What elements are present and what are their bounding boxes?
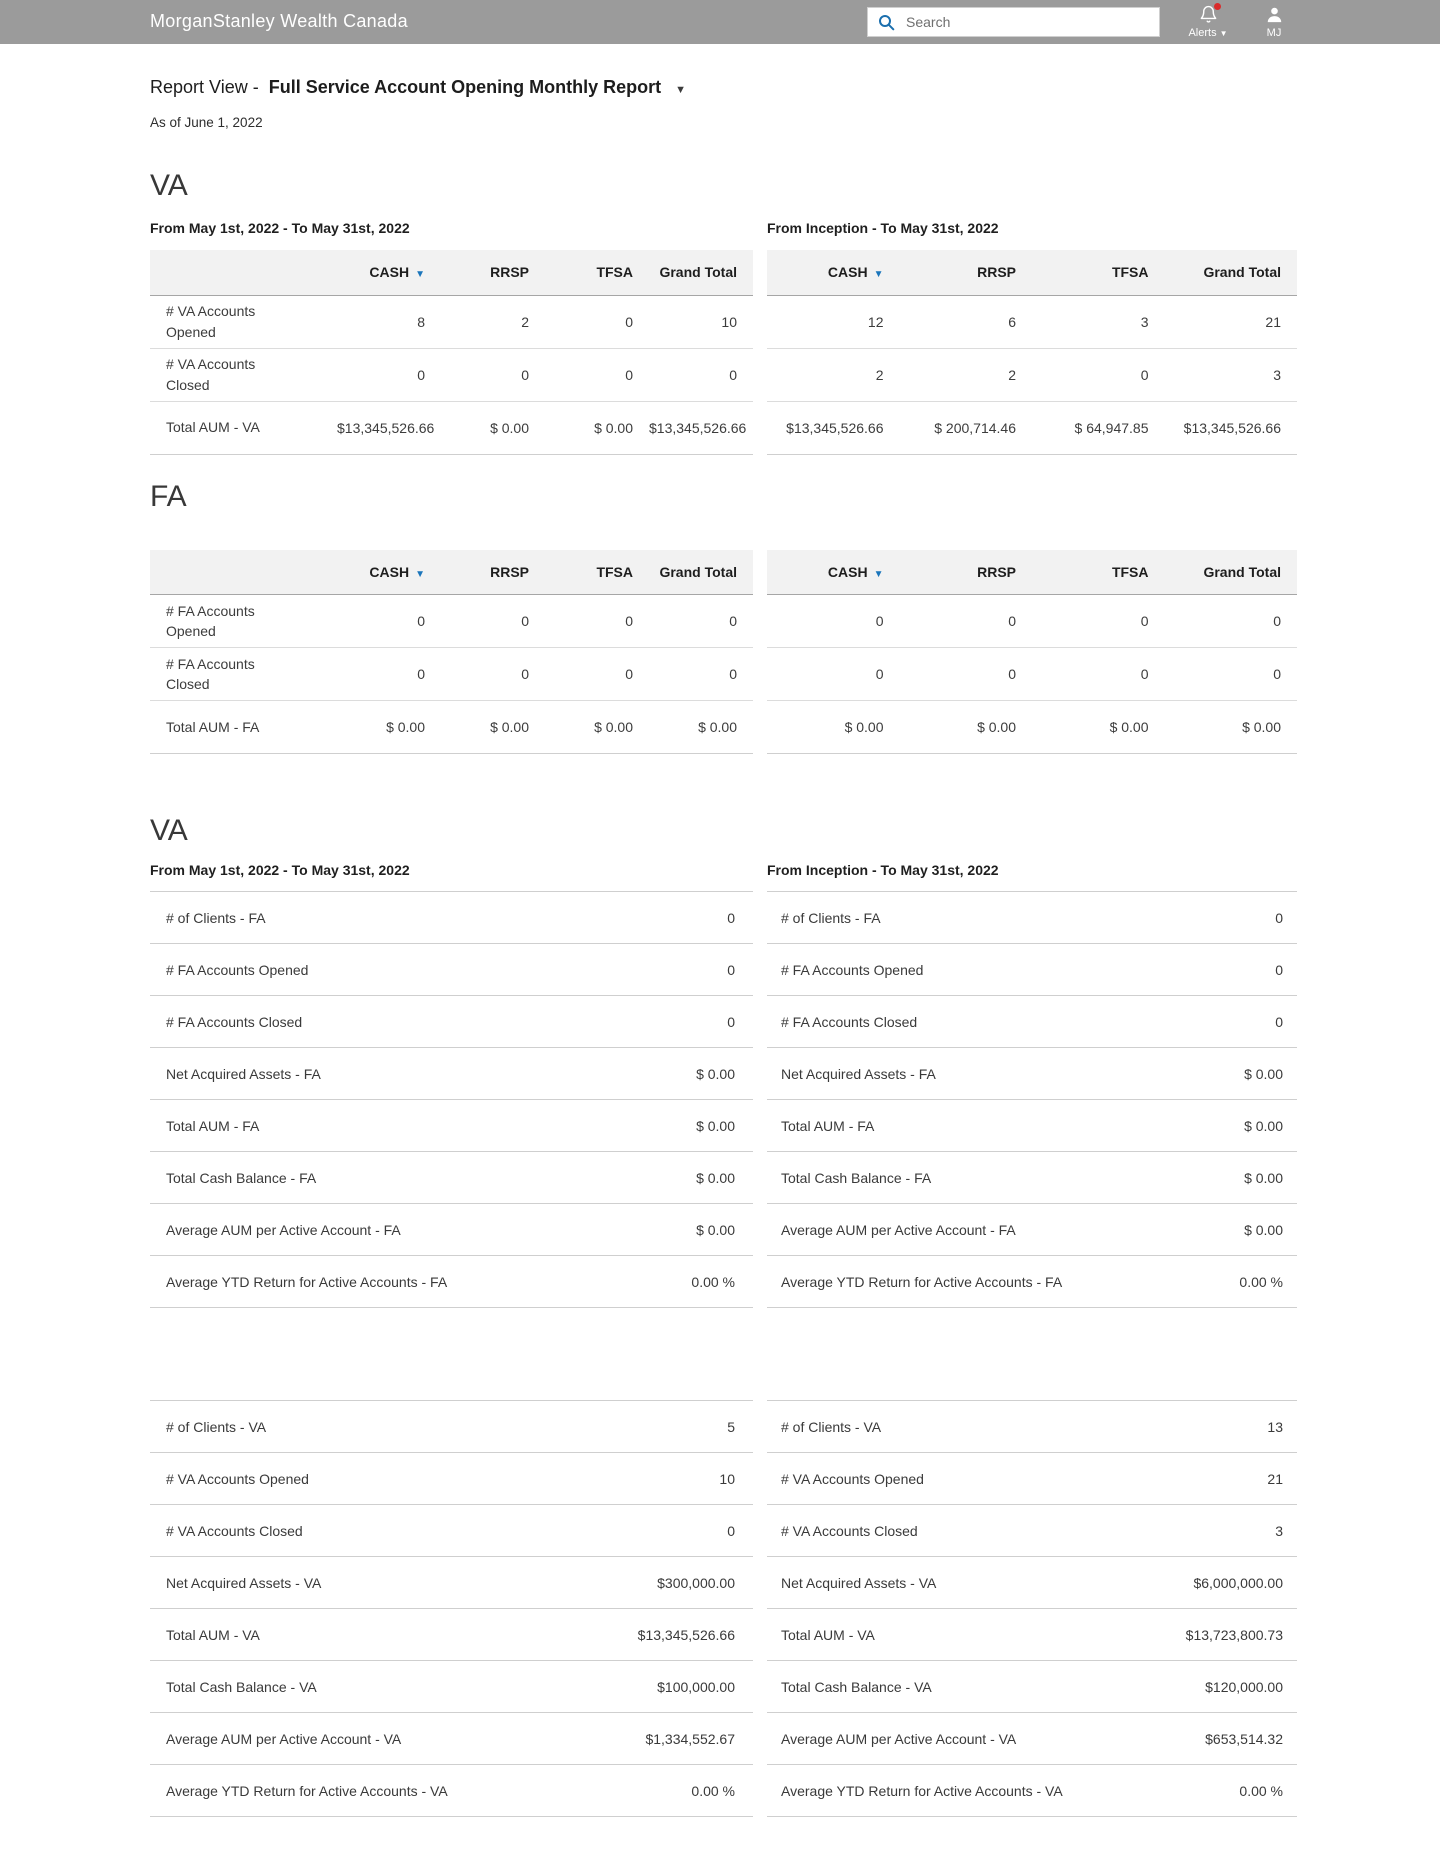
metric-value: $1,334,552.67 (645, 1730, 735, 1747)
list-item (150, 1505, 753, 1557)
cell-value: 3 (1165, 348, 1298, 401)
list-item (150, 1609, 753, 1661)
column-header-grand-total[interactable]: Grand Total (649, 550, 753, 595)
metric-label: # VA Accounts Opened (781, 1470, 924, 1487)
cell-value: 10 (649, 295, 753, 348)
metric-label: Average YTD Return for Active Accounts - VA (166, 1782, 448, 1799)
table-row (767, 348, 1297, 401)
list-item (150, 1557, 753, 1609)
list-item (150, 1048, 753, 1100)
column-header-grand-total[interactable]: Grand Total (649, 250, 753, 295)
brand-logo[interactable]: MorganStanley Wealth Canada (150, 11, 408, 31)
report-selector-caret[interactable]: ▼ (675, 84, 687, 96)
global-search (867, 7, 1160, 37)
row-label: Total AUM - VA (166, 419, 260, 436)
column-header-blank (150, 250, 337, 295)
metric-value: 3 (1275, 1522, 1283, 1539)
cell-value: 0 (767, 648, 900, 701)
metric-label: # FA Accounts Opened (781, 961, 924, 978)
table-row (767, 701, 1297, 754)
list-item (150, 1713, 753, 1765)
metric-label: Total Cash Balance - VA (166, 1678, 317, 1695)
cell-value: $ 64,947.85 (1032, 401, 1165, 454)
cell-value: 0 (900, 648, 1033, 701)
table-row (767, 595, 1297, 648)
list-item (767, 1048, 1297, 1100)
list-item (767, 1453, 1297, 1505)
metric-value: $100,000.00 (657, 1678, 735, 1695)
cell-value: 0 (649, 348, 753, 401)
row-label: # VA Accounts Closed (166, 356, 256, 393)
metric-label: # VA Accounts Closed (781, 1522, 918, 1539)
table-row (150, 348, 753, 401)
metric-label: # of Clients - FA (166, 909, 266, 926)
cell-value: $ 0.00 (1165, 701, 1298, 754)
list-item (150, 1401, 753, 1453)
table-row (150, 401, 753, 454)
metric-value: 13 (1267, 1418, 1283, 1435)
metric-label: Net Acquired Assets - FA (781, 1065, 936, 1082)
metric-label: Total Cash Balance - FA (781, 1169, 932, 1186)
column-header-cash[interactable]: CASH ▼ (337, 550, 441, 595)
row-label: # FA Accounts Opened (166, 602, 255, 639)
metric-value: $ 0.00 (1244, 1221, 1283, 1238)
report-name: Full Service Account Opening Monthly Report (268, 77, 662, 97)
metric-value: 10 (719, 1470, 735, 1487)
list-item (767, 1557, 1297, 1609)
metric-value: $ 0.00 (696, 1117, 735, 1134)
column-header-rrsp[interactable]: RRSP (441, 250, 545, 295)
cell-value: 21 (1165, 295, 1298, 348)
cell-value: $ 0.00 (337, 701, 441, 754)
chevron-down-icon: ▼ (1219, 29, 1228, 38)
cell-value: 2 (441, 295, 545, 348)
table-row (150, 295, 753, 348)
cell-value: 0 (900, 595, 1033, 648)
page-title (150, 44, 1297, 98)
list-item (150, 1100, 753, 1152)
cell-value: $13,345,526.66 (337, 401, 441, 454)
cell-value: 2 (900, 348, 1033, 401)
cell-value: 0 (337, 348, 441, 401)
list-item (767, 1401, 1297, 1453)
list-item (767, 1661, 1297, 1713)
va-summary-table-inception (767, 250, 1297, 455)
cell-value: 0 (649, 595, 753, 648)
cell-value: 0 (1032, 595, 1165, 648)
metric-label: Average AUM per Active Account - VA (781, 1730, 1017, 1747)
metric-value: $653,514.32 (1205, 1730, 1283, 1747)
metric-value: 0.00 % (691, 1782, 735, 1799)
metric-value: 0.00 % (1239, 1273, 1283, 1290)
cell-value: 0 (545, 295, 649, 348)
fa-metrics-list-inception (767, 891, 1297, 1308)
row-label: # FA Accounts Closed (166, 655, 255, 692)
cell-value: 0 (1165, 648, 1298, 701)
period-label-month: From May 1st, 2022 - To May 31st, 2022 (150, 862, 410, 878)
fa-metrics-list-month (150, 891, 753, 1308)
list-item (767, 1765, 1297, 1817)
list-item (767, 1713, 1297, 1765)
metric-label: # FA Accounts Closed (166, 1013, 303, 1030)
table-row (767, 648, 1297, 701)
va-summary-table-month (150, 250, 753, 455)
list-item (767, 1256, 1297, 1308)
cell-value: 0 (545, 348, 649, 401)
metric-label: Average YTD Return for Active Accounts - VA (781, 1782, 1063, 1799)
list-item (767, 1505, 1297, 1557)
metric-value: $ 0.00 (696, 1169, 735, 1186)
cell-value: 0 (441, 648, 545, 701)
list-item (150, 1152, 753, 1204)
table-row (767, 401, 1297, 454)
list-item (150, 1453, 753, 1505)
metric-label: Average AUM per Active Account - FA (166, 1221, 401, 1238)
metric-value: $6,000,000.00 (1193, 1574, 1283, 1591)
metric-label: Net Acquired Assets - VA (781, 1574, 937, 1591)
list-item (767, 892, 1297, 944)
cell-value: 0 (545, 595, 649, 648)
metric-label: Total Cash Balance - VA (781, 1678, 932, 1695)
cell-value: 0 (337, 648, 441, 701)
column-header-rrsp[interactable]: RRSP (900, 250, 1033, 295)
cell-value: $ 0.00 (441, 401, 545, 454)
metric-label: # FA Accounts Opened (166, 961, 309, 978)
section-title-va-detail: VA (150, 814, 188, 847)
metric-value: 0 (727, 909, 735, 926)
column-header-rrsp[interactable]: RRSP (900, 550, 1033, 595)
top-navigation-bar (0, 0, 1440, 44)
section-title-fa: FA (150, 479, 187, 513)
cell-value: $13,345,526.66 (649, 401, 753, 454)
cell-value: 0 (1032, 348, 1165, 401)
search-input[interactable] (904, 13, 1149, 31)
metric-value: $120,000.00 (1205, 1678, 1283, 1695)
metric-label: # FA Accounts Closed (781, 1013, 918, 1030)
alerts-label: Alerts (1188, 27, 1217, 39)
metric-value: $13,723,800.73 (1185, 1626, 1283, 1643)
column-header-cash[interactable]: CASH ▼ (767, 550, 900, 595)
list-item (767, 1152, 1297, 1204)
metric-value: 21 (1267, 1470, 1283, 1487)
list-item (150, 1256, 753, 1308)
sort-desc-icon: ▼ (415, 568, 425, 580)
fa-summary-table-inception (767, 550, 1297, 755)
cell-value: 0 (545, 648, 649, 701)
column-header-tfsa[interactable]: TFSA (1032, 550, 1165, 595)
fa-summary-table-month (150, 550, 753, 755)
metric-value: 0 (727, 961, 735, 978)
period-label-month: From May 1st, 2022 - To May 31st, 2022 (150, 220, 410, 236)
list-item (767, 996, 1297, 1048)
column-header-tfsa[interactable]: TFSA (545, 550, 649, 595)
metric-value: $ 0.00 (1244, 1117, 1283, 1134)
cell-value: 2 (767, 348, 900, 401)
row-label: # VA Accounts Opened (166, 303, 256, 340)
metric-label: Net Acquired Assets - FA (166, 1065, 321, 1082)
table-row (767, 295, 1297, 348)
column-header-grand-total[interactable]: Grand Total (1165, 550, 1298, 595)
cell-value: 0 (441, 595, 545, 648)
metric-value: 0 (1275, 961, 1283, 978)
cell-value: 0 (1032, 648, 1165, 701)
metric-value: 0 (1275, 1013, 1283, 1030)
metric-value: 0.00 % (691, 1273, 735, 1290)
cell-value: 0 (1165, 595, 1298, 648)
metric-value: 0 (727, 1522, 735, 1539)
list-item (767, 1100, 1297, 1152)
metric-value: $ 0.00 (1244, 1169, 1283, 1186)
metric-label: # of Clients - FA (781, 909, 881, 926)
metric-label: Average YTD Return for Active Accounts - FA (781, 1273, 1063, 1290)
cell-value: 3 (1032, 295, 1165, 348)
user-icon (1265, 5, 1284, 25)
metric-label: Average AUM per Active Account - FA (781, 1221, 1016, 1238)
metric-value: $300,000.00 (657, 1574, 735, 1591)
sort-desc-icon: ▼ (873, 568, 884, 580)
cell-value: 0 (337, 595, 441, 648)
metric-label: Total AUM - FA (166, 1117, 260, 1134)
metric-value: 0 (727, 1013, 735, 1030)
cell-value: 0 (441, 348, 545, 401)
cell-value: $ 0.00 (1032, 701, 1165, 754)
metric-value: 0 (1275, 909, 1283, 926)
list-item (767, 944, 1297, 996)
va-metrics-list-inception (767, 1400, 1297, 1817)
sort-desc-icon: ▼ (415, 269, 425, 281)
list-item (767, 1609, 1297, 1661)
metric-value: $ 0.00 (1244, 1065, 1283, 1082)
column-header-grand-total[interactable]: Grand Total (1165, 250, 1298, 295)
cell-value: $ 200,714.46 (900, 401, 1033, 454)
metric-value: $13,345,526.66 (637, 1626, 735, 1643)
period-label-inception: From Inception - To May 31st, 2022 (767, 220, 999, 236)
cell-value: $13,345,526.66 (1165, 401, 1298, 454)
list-item (767, 1204, 1297, 1256)
metric-value: $ 0.00 (696, 1065, 735, 1082)
alerts-badge (1214, 3, 1221, 10)
table-row (150, 701, 753, 754)
list-item (150, 1661, 753, 1713)
user-menu[interactable] (1252, 3, 1296, 39)
column-header-rrsp[interactable]: RRSP (441, 550, 545, 595)
cell-value: $ 0.00 (545, 701, 649, 754)
cell-value: $ 0.00 (767, 701, 900, 754)
cell-value: 6 (900, 295, 1033, 348)
metric-label: # VA Accounts Opened (166, 1470, 309, 1487)
user-initials: MJ (1266, 27, 1282, 39)
metric-value: $ 0.00 (696, 1221, 735, 1238)
cell-value: 0 (767, 595, 900, 648)
period-label-inception: From Inception - To May 31st, 2022 (767, 862, 999, 878)
as-of-date: As of June 1, 2022 (150, 115, 263, 130)
metric-value: 0.00 % (1239, 1782, 1283, 1799)
cell-value: 0 (649, 648, 753, 701)
metric-value: 5 (727, 1418, 735, 1435)
column-header-cash[interactable]: CASH ▼ (337, 250, 441, 295)
metric-label: Total AUM - VA (166, 1626, 260, 1643)
list-item (150, 944, 753, 996)
cell-value: 8 (337, 295, 441, 348)
column-header-blank (150, 550, 337, 595)
column-header-tfsa[interactable]: TFSA (1032, 250, 1165, 295)
table-row (150, 648, 753, 701)
metric-label: Net Acquired Assets - VA (166, 1574, 322, 1591)
list-item (150, 1204, 753, 1256)
metric-label: # of Clients - VA (781, 1418, 882, 1435)
cell-value: $13,345,526.66 (767, 401, 900, 454)
va-metrics-list-month (150, 1400, 753, 1817)
cell-value: $ 0.00 (649, 701, 753, 754)
metric-label: Total AUM - VA (781, 1626, 875, 1643)
list-item (150, 892, 753, 944)
list-item (150, 996, 753, 1048)
metric-label: # of Clients - VA (166, 1418, 267, 1435)
column-header-tfsa[interactable]: TFSA (545, 250, 649, 295)
metric-label: Total AUM - FA (781, 1117, 875, 1134)
alerts-button[interactable] (1178, 3, 1238, 39)
column-header-cash[interactable]: CASH ▼ (767, 250, 900, 295)
search-icon (878, 14, 895, 31)
section-title-va: VA (150, 169, 188, 202)
metric-label: Total Cash Balance - FA (166, 1169, 317, 1186)
table-row (150, 595, 753, 648)
sort-desc-icon: ▼ (873, 269, 884, 281)
metric-label: Average AUM per Active Account - VA (166, 1730, 402, 1747)
cell-value: 12 (767, 295, 900, 348)
cell-value: $ 0.00 (441, 701, 545, 754)
row-label: Total AUM - FA (166, 718, 260, 735)
cell-value: $ 0.00 (900, 701, 1033, 754)
report-view-label: Report View - (150, 77, 259, 97)
list-item (150, 1765, 753, 1817)
cell-value: $ 0.00 (545, 401, 649, 454)
metric-label: Average YTD Return for Active Accounts - FA (166, 1273, 448, 1290)
metric-label: # VA Accounts Closed (166, 1522, 303, 1539)
